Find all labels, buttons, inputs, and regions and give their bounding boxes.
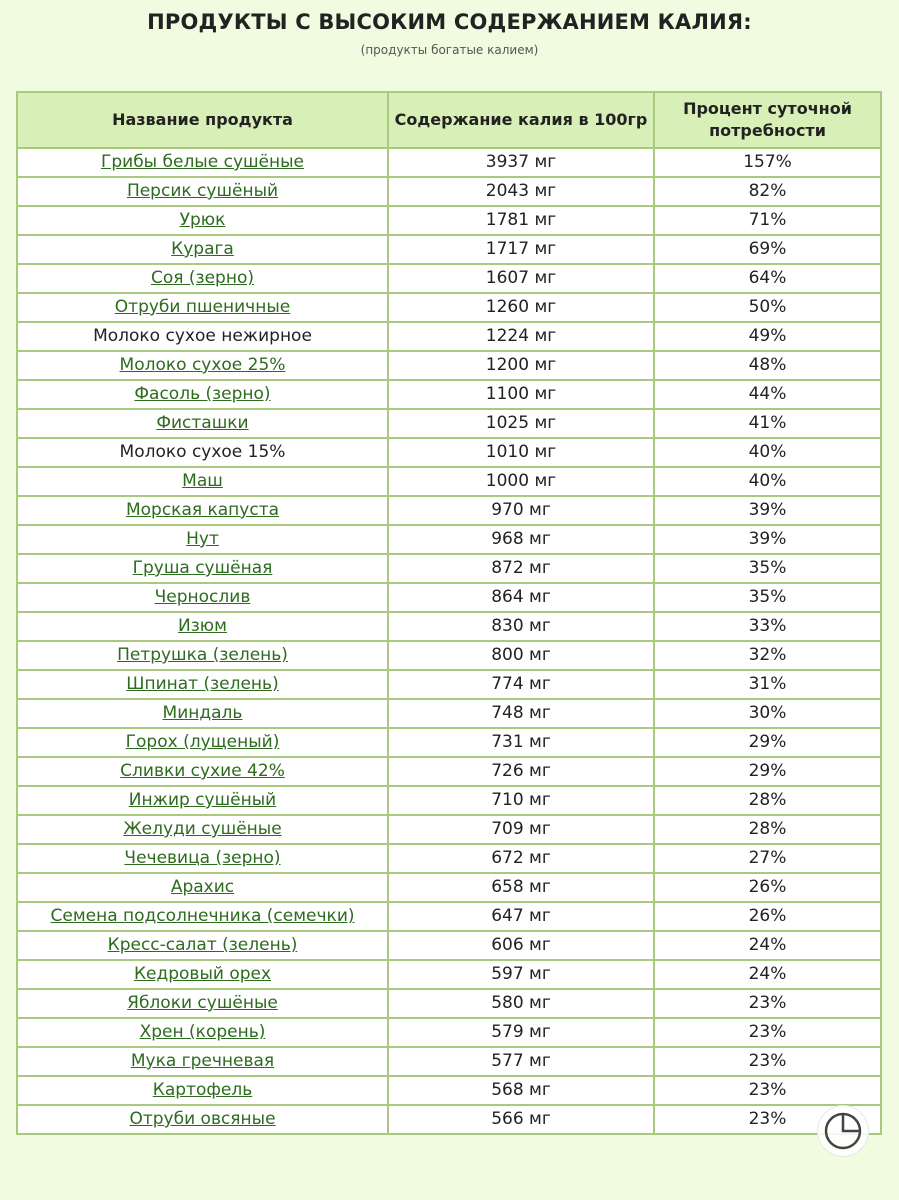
product-link[interactable]: Отруби овсяные — [129, 1109, 276, 1129]
product-link[interactable]: Нут — [186, 529, 219, 549]
potassium-amount-cell: 872 мг — [388, 554, 654, 583]
potassium-amount-cell: 1025 мг — [388, 409, 654, 438]
potassium-amount-cell: 580 мг — [388, 989, 654, 1018]
product-name-cell — [17, 1018, 388, 1047]
daily-percent-cell: 49% — [654, 322, 881, 351]
product-link[interactable]: Хрен (корень) — [139, 1022, 266, 1042]
column-header-percent: Процент суточной потребности — [654, 92, 881, 148]
product-name-cell — [17, 1047, 388, 1076]
product-link[interactable]: Сливки сухие 42% — [120, 761, 285, 781]
product-link[interactable]: Желуди сушёные — [123, 819, 282, 839]
table-row — [17, 786, 881, 815]
table-row — [17, 931, 881, 960]
table-row — [17, 293, 881, 322]
table-row — [17, 177, 881, 206]
table-row — [17, 612, 881, 641]
daily-percent-cell: 23% — [654, 1018, 881, 1047]
table-row — [17, 148, 881, 177]
product-name-cell — [17, 496, 388, 525]
product-link[interactable]: Соя (зерно) — [151, 268, 254, 288]
product-name-cell — [17, 902, 388, 931]
product-name-cell — [17, 757, 388, 786]
product-name-cell — [17, 815, 388, 844]
potassium-amount-cell: 579 мг — [388, 1018, 654, 1047]
product-name-cell — [17, 380, 388, 409]
potassium-amount-cell: 658 мг — [388, 873, 654, 902]
product-link[interactable]: Мука гречневая — [130, 1051, 275, 1071]
product-link[interactable]: Чернослив — [154, 587, 251, 607]
product-name-cell — [17, 235, 388, 264]
table-row — [17, 757, 881, 786]
potassium-amount-cell: 864 мг — [388, 583, 654, 612]
daily-percent-cell: 35% — [654, 583, 881, 612]
daily-percent-cell: 48% — [654, 351, 881, 380]
product-name-cell — [17, 322, 388, 351]
product-name-cell — [17, 409, 388, 438]
potassium-amount-cell: 1224 мг — [388, 322, 654, 351]
table-row — [17, 264, 881, 293]
potassium-amount-cell: 774 мг — [388, 670, 654, 699]
table-row — [17, 351, 881, 380]
product-link[interactable]: Инжир сушёный — [128, 790, 277, 810]
daily-percent-cell: 40% — [654, 467, 881, 496]
table-row — [17, 1018, 881, 1047]
product-name-cell — [17, 177, 388, 206]
column-header-name: Название продукта — [17, 92, 388, 148]
product-name-cell — [17, 351, 388, 380]
product-link[interactable]: Фасоль (зерно) — [134, 384, 271, 404]
product-link[interactable]: Горох (лущеный) — [125, 732, 280, 752]
potassium-amount-cell: 970 мг — [388, 496, 654, 525]
daily-percent-cell: 27% — [654, 844, 881, 873]
potassium-amount-cell: 726 мг — [388, 757, 654, 786]
potassium-amount-cell: 748 мг — [388, 699, 654, 728]
potassium-amount-cell: 830 мг — [388, 612, 654, 641]
table-row — [17, 670, 881, 699]
product-name-cell — [17, 786, 388, 815]
table-row — [17, 554, 881, 583]
product-link[interactable]: Фисташки — [156, 413, 249, 433]
product-name-cell — [17, 293, 388, 322]
daily-percent-cell: 23% — [654, 1076, 881, 1105]
table-row — [17, 902, 881, 931]
daily-percent-cell: 82% — [654, 177, 881, 206]
product-name-cell — [17, 699, 388, 728]
product-name-cell — [17, 264, 388, 293]
daily-percent-cell: 23% — [654, 1047, 881, 1076]
product-name-cell — [17, 728, 388, 757]
table-row — [17, 496, 881, 525]
daily-percent-cell: 24% — [654, 931, 881, 960]
product-link[interactable]: Груша сушёная — [132, 558, 273, 578]
daily-percent-cell: 39% — [654, 525, 881, 554]
potassium-amount-cell: 1781 мг — [388, 206, 654, 235]
product-name-cell — [17, 1076, 388, 1105]
product-link[interactable]: Миндаль — [162, 703, 243, 723]
product-name-cell — [17, 438, 388, 467]
daily-percent-cell: 64% — [654, 264, 881, 293]
table-row — [17, 699, 881, 728]
product-name-cell — [17, 989, 388, 1018]
potassium-amount-cell: 606 мг — [388, 931, 654, 960]
product-link[interactable]: Кресс-салат (зелень) — [107, 935, 298, 955]
product-name-cell — [17, 931, 388, 960]
pie-chart-icon — [817, 1105, 869, 1157]
potassium-amount-cell: 577 мг — [388, 1047, 654, 1076]
product-link[interactable]: Урюк — [179, 210, 226, 230]
potassium-table — [16, 91, 882, 1135]
table-row — [17, 583, 881, 612]
product-name-cell — [17, 525, 388, 554]
product-name-cell — [17, 583, 388, 612]
product-link[interactable]: Молоко сухое 25% — [119, 355, 286, 375]
product-link[interactable]: Кедровый орех — [133, 964, 272, 984]
product-link[interactable]: Картофель — [152, 1080, 253, 1100]
product-link[interactable]: Грибы белые сушёные — [100, 152, 305, 172]
table-row — [17, 235, 881, 264]
product-link[interactable]: Отруби пшеничные — [114, 297, 291, 317]
potassium-amount-cell: 968 мг — [388, 525, 654, 554]
potassium-amount-cell: 1000 мг — [388, 467, 654, 496]
daily-percent-cell: 44% — [654, 380, 881, 409]
product-name-cell — [17, 467, 388, 496]
table-row — [17, 438, 881, 467]
product-name: Молоко сухое 15% — [119, 442, 286, 462]
product-link[interactable]: Изюм — [178, 616, 227, 636]
product-name-cell — [17, 670, 388, 699]
potassium-amount-cell: 597 мг — [388, 960, 654, 989]
daily-percent-cell: 28% — [654, 786, 881, 815]
potassium-amount-cell: 1717 мг — [388, 235, 654, 264]
daily-percent-cell: 23% — [654, 1105, 881, 1134]
potassium-amount-cell: 2043 мг — [388, 177, 654, 206]
daily-percent-cell: 29% — [654, 757, 881, 786]
product-name: Молоко сухое нежирное — [93, 326, 312, 346]
table-row — [17, 989, 881, 1018]
daily-percent-cell: 23% — [654, 989, 881, 1018]
column-header-amount: Содержание калия в 100гр — [388, 92, 654, 148]
table-row — [17, 206, 881, 235]
product-name-cell — [17, 612, 388, 641]
product-name-cell — [17, 844, 388, 873]
table-row — [17, 409, 881, 438]
potassium-amount-cell: 568 мг — [388, 1076, 654, 1105]
daily-percent-cell: 26% — [654, 873, 881, 902]
product-link[interactable]: Морская капуста — [125, 500, 280, 520]
product-link[interactable]: Маш — [182, 471, 223, 491]
potassium-amount-cell: 709 мг — [388, 815, 654, 844]
daily-percent-cell: 39% — [654, 496, 881, 525]
table-row — [17, 467, 881, 496]
potassium-amount-cell: 1200 мг — [388, 351, 654, 380]
potassium-amount-cell: 3937 мг — [388, 148, 654, 177]
table-header-row — [17, 92, 881, 148]
product-link[interactable]: Семена подсолнечника (семечки) — [50, 906, 355, 926]
potassium-amount-cell: 1100 мг — [388, 380, 654, 409]
potassium-amount-cell: 1010 мг — [388, 438, 654, 467]
table-row — [17, 641, 881, 670]
daily-percent-cell: 40% — [654, 438, 881, 467]
potassium-amount-cell: 1607 мг — [388, 264, 654, 293]
product-link[interactable]: Арахис — [170, 877, 235, 897]
daily-percent-cell: 41% — [654, 409, 881, 438]
table-row — [17, 322, 881, 351]
daily-percent-cell: 33% — [654, 612, 881, 641]
daily-percent-cell: 35% — [654, 554, 881, 583]
daily-percent-cell: 29% — [654, 728, 881, 757]
product-link[interactable]: Петрушка (зелень) — [117, 645, 288, 665]
potassium-amount-cell: 1260 мг — [388, 293, 654, 322]
page-title: ПРОДУКТЫ С ВЫСОКИМ СОДЕРЖАНИЕМ КАЛИЯ: — [147, 10, 752, 34]
daily-percent-cell: 28% — [654, 815, 881, 844]
daily-percent-cell: 71% — [654, 206, 881, 235]
table-row — [17, 728, 881, 757]
daily-percent-cell: 30% — [654, 699, 881, 728]
overlay-button[interactable] — [817, 1105, 869, 1157]
table-row — [17, 1105, 881, 1134]
product-name-cell — [17, 960, 388, 989]
product-link[interactable]: Шпинат (зелень) — [126, 674, 279, 694]
product-link[interactable]: Чечевица (зерно) — [124, 848, 281, 868]
table-row — [17, 1047, 881, 1076]
daily-percent-cell: 157% — [654, 148, 881, 177]
potassium-amount-cell: 800 мг — [388, 641, 654, 670]
potassium-amount-cell: 566 мг — [388, 1105, 654, 1134]
potassium-amount-cell: 647 мг — [388, 902, 654, 931]
table-row — [17, 380, 881, 409]
product-name-cell — [17, 1105, 388, 1134]
table-row — [17, 873, 881, 902]
daily-percent-cell: 50% — [654, 293, 881, 322]
table-row — [17, 844, 881, 873]
product-name-cell — [17, 148, 388, 177]
page-subtitle: (продукты богатые калием) — [360, 43, 539, 57]
table-row — [17, 525, 881, 554]
daily-percent-cell: 32% — [654, 641, 881, 670]
product-link[interactable]: Яблоки сушёные — [127, 993, 278, 1013]
table-row — [17, 1076, 881, 1105]
product-name-cell — [17, 554, 388, 583]
daily-percent-cell: 26% — [654, 902, 881, 931]
product-name-cell — [17, 206, 388, 235]
potassium-amount-cell: 672 мг — [388, 844, 654, 873]
product-name-cell — [17, 641, 388, 670]
product-name-cell — [17, 873, 388, 902]
product-link[interactable]: Курага — [171, 239, 234, 259]
potassium-amount-cell: 731 мг — [388, 728, 654, 757]
potassium-amount-cell: 710 мг — [388, 786, 654, 815]
daily-percent-cell: 31% — [654, 670, 881, 699]
daily-percent-cell: 24% — [654, 960, 881, 989]
table-row — [17, 960, 881, 989]
table-row — [17, 815, 881, 844]
product-link[interactable]: Персик сушёный — [126, 181, 279, 201]
daily-percent-cell: 69% — [654, 235, 881, 264]
